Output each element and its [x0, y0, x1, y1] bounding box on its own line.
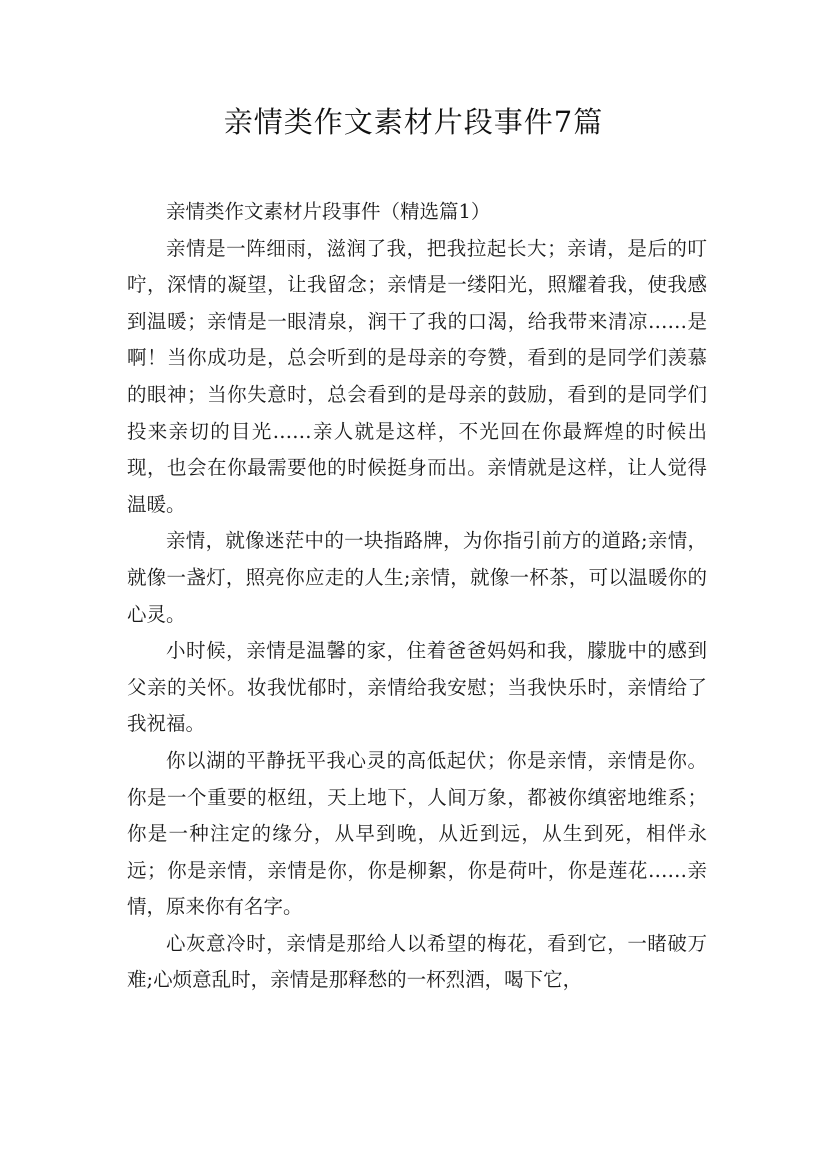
section-heading: 亲情类作文素材片段事件（精选篇1） — [166, 200, 491, 223]
paragraph-3: 小时候，亲情是温馨的家，住着爸爸妈妈和我，朦胧中的感到父亲的关怀。妆我忧郁时，亲情给我安慰；当我快乐时，亲情给了我祝福。 — [127, 639, 707, 736]
document-title: 亲情类作文素材片段事件7篇 — [223, 105, 604, 139]
document-body — [127, 194, 707, 999]
paragraph-4: 你以湖的平静抚平我心灵的高低起伏；你是亲情，亲情是你。你是一个重要的枢纽，天上地下，人间万象，都被你缜密地维系；你是一种注定的缘分，从早到晚，从近到远，从生到死，相伴永远；你是亲情，亲情是你，你是柳絮，你是荷叶，你是莲花……亲情，原来你有名字。 — [127, 748, 707, 919]
paragraph-5: 心灰意冷时，亲情是那给人以希望的梅花，看到它，一睹破万难;心烦意乱时，亲情是那释愁的一杯烈酒，喝下它， — [127, 931, 707, 992]
paragraph-1: 亲情是一阵细雨，滋润了我，把我拉起长大；亲请，是后的叮咛，深情的凝望，让我留念；亲情是一缕阳光，照耀着我，使我感到温暖；亲情是一眼清泉，润干了我的口渴，给我带来清凉……是啊！当你成功是，总会听到的是母亲的夸赞，看到的是同学们羡慕的眼神；当你失意时，总会看到的是母亲的鼓励，看到的是同学们投来亲切的目光……亲人就是这样，不光回在你最辉煌的时候出现，也会在你最需要他的时候挺身而出。亲情就是这样，让人觉得温暖。 — [127, 236, 707, 516]
paragraph-2: 亲情，就像迷茫中的一块指路牌，为你指引前方的道路;亲情，就像一盏灯，照亮你应走的人生;亲情，就像一杯茶，可以温暖你的心灵。 — [127, 529, 707, 626]
